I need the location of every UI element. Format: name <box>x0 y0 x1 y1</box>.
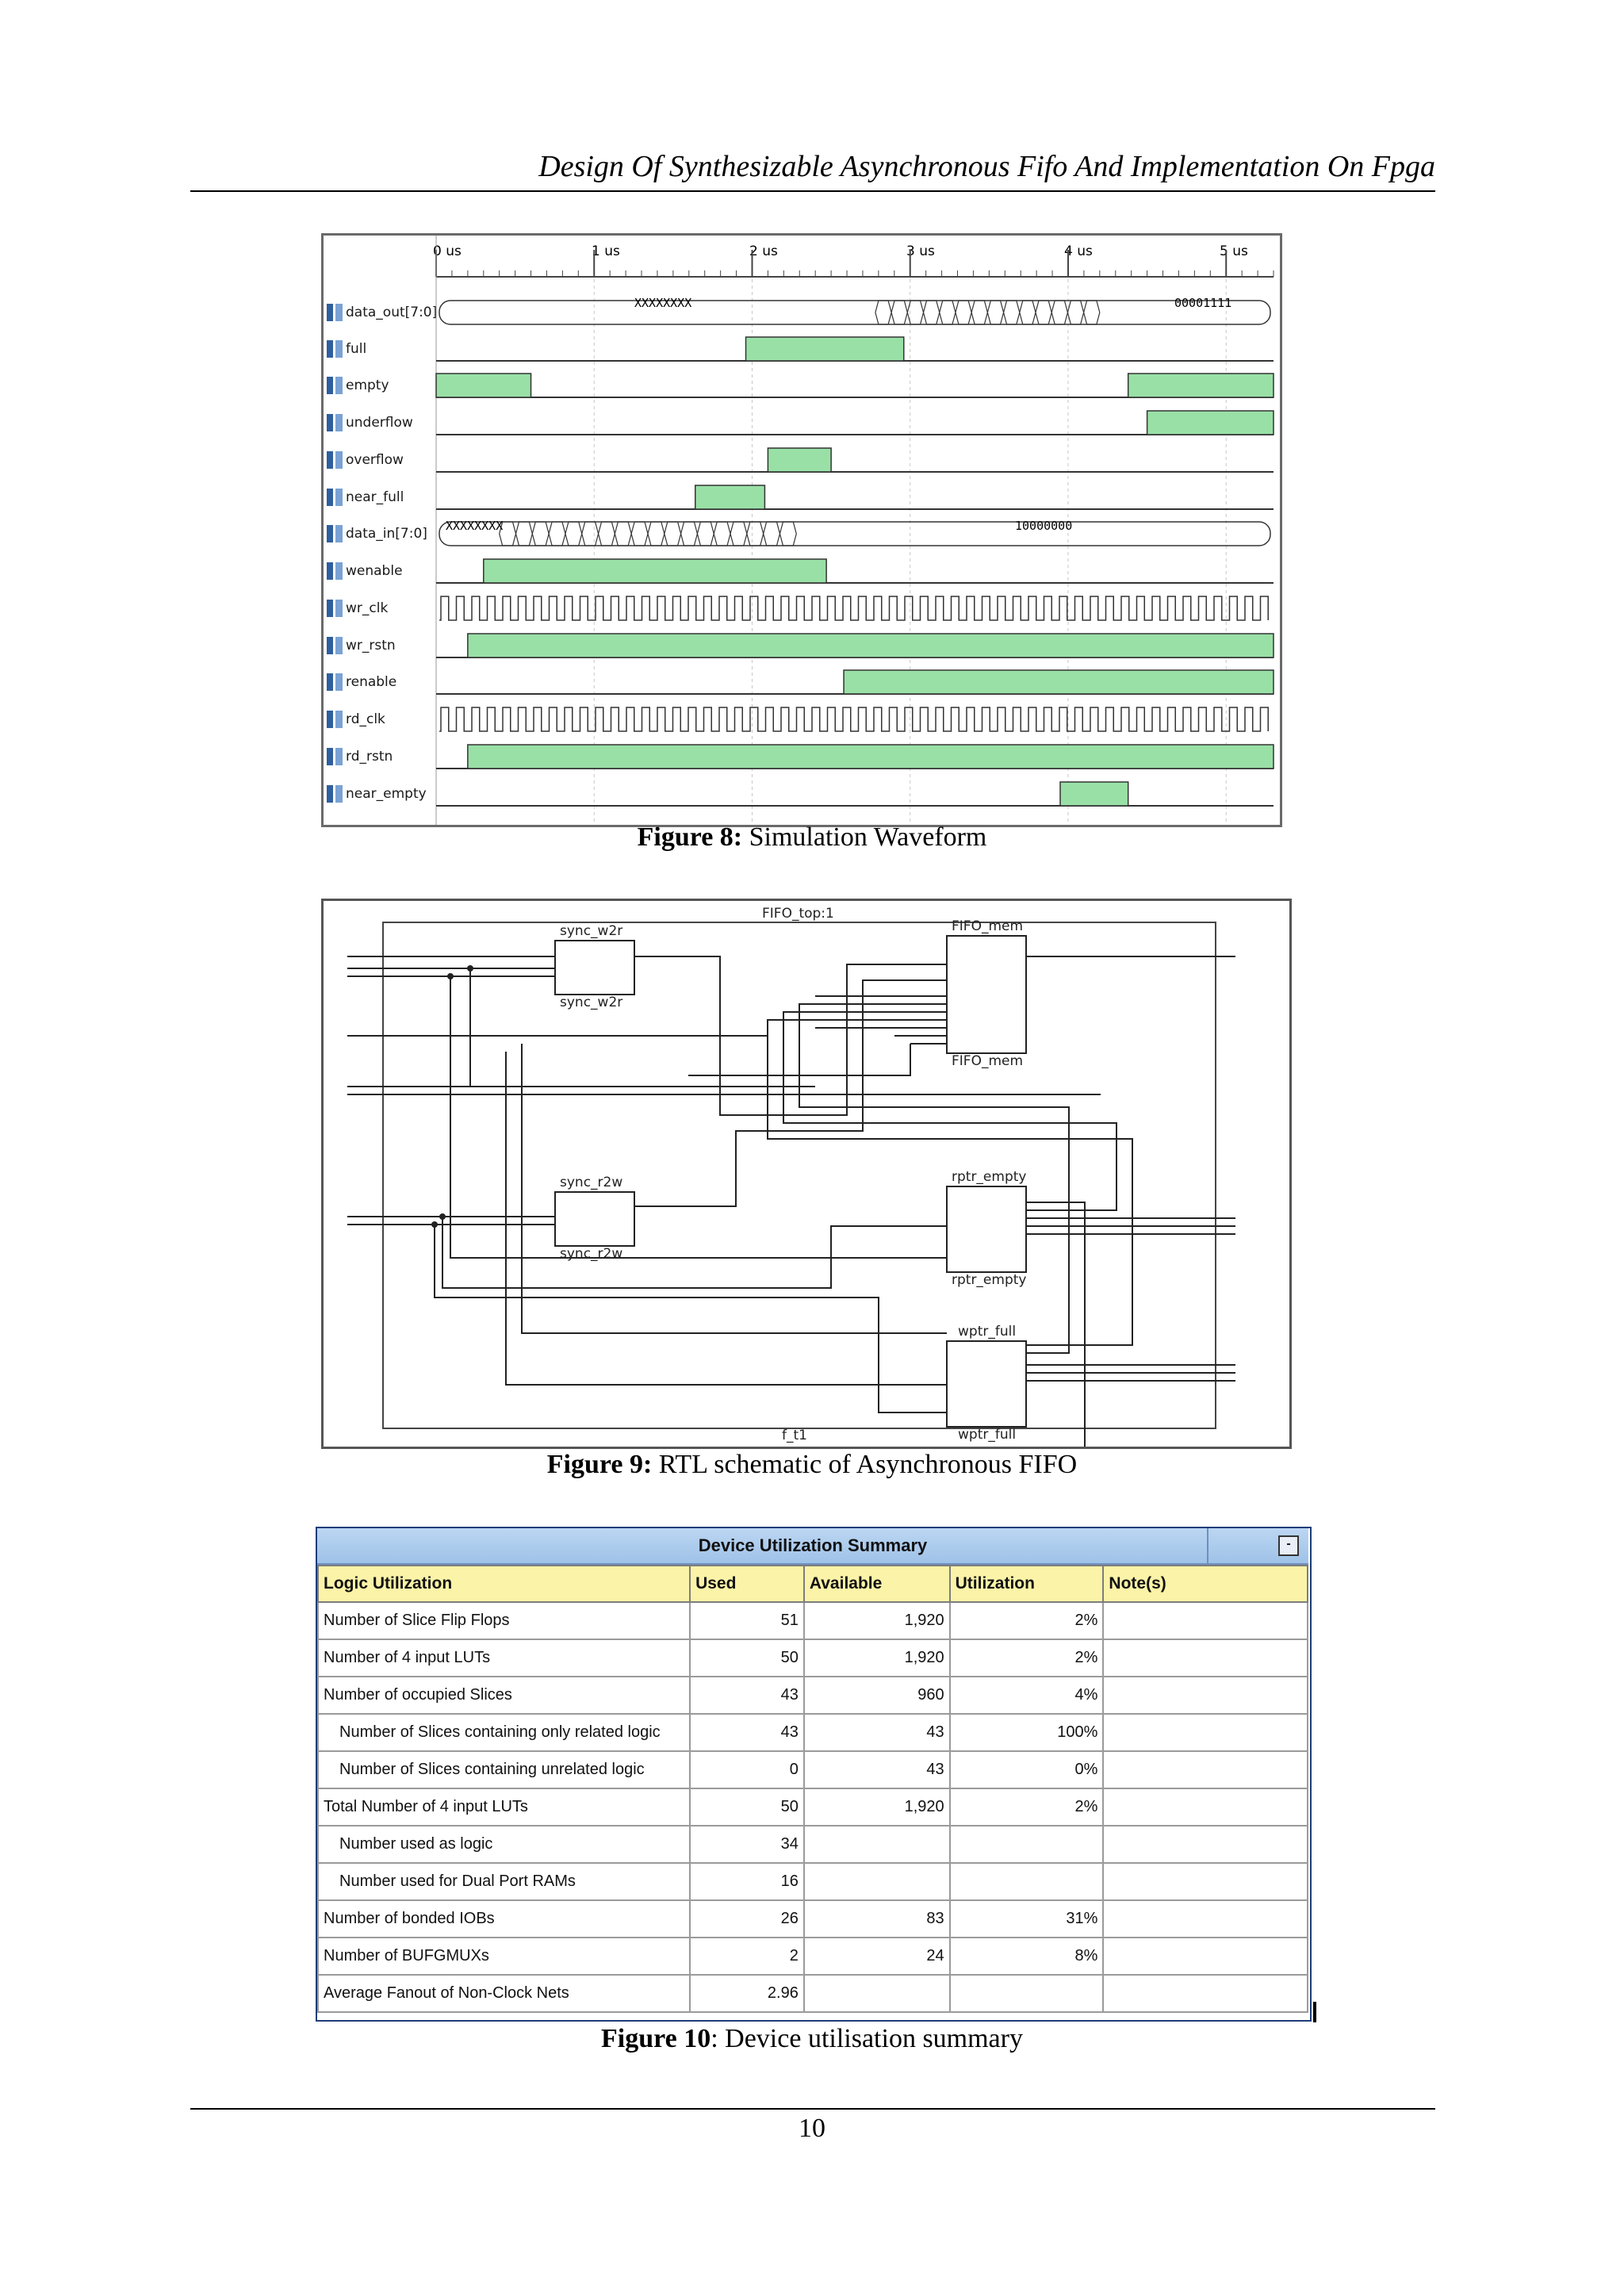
cell-used: 2.96 <box>690 1975 804 2012</box>
data-in-bus-cell <box>516 522 533 546</box>
table-row <box>318 1602 1308 1639</box>
cell-available: 24 <box>804 1938 950 1975</box>
simulation-waveform <box>321 233 1282 827</box>
data-out-bus-cell <box>1051 301 1067 324</box>
schematic-wiring <box>324 901 1289 1447</box>
underflow-trace-high <box>1147 411 1274 435</box>
table-row <box>318 1714 1308 1751</box>
data-out-bus-cell <box>940 301 956 324</box>
cell-used: 2 <box>690 1938 804 1975</box>
cell-label: Number used as logic <box>318 1826 690 1863</box>
cell-available: 43 <box>804 1751 950 1788</box>
cell-used: 43 <box>690 1714 804 1751</box>
cell-util <box>950 1826 1104 1863</box>
data-out-bus-cell <box>1036 301 1051 324</box>
cell-util: 31% <box>950 1900 1104 1938</box>
utilization-table <box>317 1565 1308 2013</box>
data-out-bus-cell <box>1004 301 1020 324</box>
block-label-sync-w2r-bottom: sync_w2r <box>560 995 623 1010</box>
table-row <box>318 1826 1308 1863</box>
sync-r2w-block <box>555 1192 634 1246</box>
signal-name: renable <box>327 673 396 696</box>
table-row <box>318 1938 1308 1975</box>
data-out-bus-cell <box>891 301 907 324</box>
data-in-bus-cell <box>665 522 681 546</box>
overflow-trace-high <box>768 448 831 472</box>
data-in-value-b: 10000000 <box>1015 519 1073 533</box>
data-in-bus-cell <box>714 522 730 546</box>
time-label: 3 us <box>906 243 935 259</box>
table-title: Device Utilization Summary <box>698 1535 928 1555</box>
schematic-top-label: FIFO_top:1 <box>762 906 834 922</box>
page-number: 10 <box>799 2114 825 2143</box>
time-label: 5 us <box>1220 243 1248 259</box>
schematic-bottom-label: f_t1 <box>782 1428 807 1443</box>
collapse-toggle[interactable]: - <box>1278 1535 1299 1556</box>
cell-util: 8% <box>950 1938 1104 1975</box>
empty-trace-high <box>1128 374 1274 397</box>
cell-label: Number of bonded IOBs <box>318 1900 690 1938</box>
table-row <box>318 1975 1308 2012</box>
cell-label: Number of Slices containing only related logic <box>318 1714 690 1751</box>
signal-name: near_full <box>327 489 404 511</box>
signal-name: overflow <box>327 451 404 473</box>
data-out-bus-cell <box>987 301 1003 324</box>
data-out-bus-outline <box>439 301 1270 324</box>
block-label-sync-r2w-bottom: sync_r2w <box>560 1246 623 1262</box>
table-header-row <box>318 1566 1308 1602</box>
data-in-bus-cell <box>764 522 780 546</box>
cell-notes <box>1103 1751 1308 1788</box>
signal-name: empty <box>327 377 389 399</box>
cell-util: 4% <box>950 1677 1104 1714</box>
footer-rule <box>190 2108 1435 2110</box>
figure-9-caption: Figure 9: RTL schematic of Asynchronous FIFO <box>546 1450 1078 1479</box>
data-in-bus-cell <box>779 522 796 546</box>
cell-used: 50 <box>690 1639 804 1677</box>
cell-label: Number of occupied Slices <box>318 1677 690 1714</box>
cell-used: 34 <box>690 1826 804 1863</box>
data-in-bus-cell <box>747 522 764 546</box>
wr-clk-trace <box>439 596 1268 620</box>
table-row <box>318 1751 1308 1788</box>
rd-rstn-trace-high <box>468 745 1274 769</box>
cell-notes <box>1103 1975 1308 2012</box>
cell-label: Number of Slices containing unrelated logic <box>318 1751 690 1788</box>
data-in-value-a: XXXXXXXX <box>446 519 504 533</box>
data-in-bus-cell <box>697 522 714 546</box>
block-label-fifo-mem: FIFO_mem <box>952 918 1024 934</box>
wenable-trace-high <box>484 559 826 583</box>
block-label-rptr-empty-bottom: rptr_empty <box>952 1272 1027 1288</box>
rptr-empty-block <box>947 1186 1026 1272</box>
cell-notes <box>1103 1602 1308 1639</box>
data-out-value-a: XXXXXXXX <box>634 296 692 310</box>
wr-rstn-trace-high <box>468 634 1274 657</box>
data-out-bus-cell <box>924 301 940 324</box>
table-row <box>318 1788 1308 1826</box>
header-utilization: Utilization <box>950 1566 1104 1602</box>
cell-available: 43 <box>804 1714 950 1751</box>
signal-name: wr_rstn <box>327 637 396 659</box>
cell-notes <box>1103 1639 1308 1677</box>
block-label-sync-r2w: sync_r2w <box>560 1175 623 1190</box>
data-out-bus-cell <box>1020 301 1036 324</box>
block-label-fifo-mem-bottom: FIFO_mem <box>952 1053 1024 1069</box>
near-full-trace-high <box>695 485 765 509</box>
data-in-bus-cell <box>615 522 631 546</box>
data-in-bus-cell <box>681 522 698 546</box>
cell-label: Number used for Dual Port RAMs <box>318 1863 690 1900</box>
signal-name: rd_rstn <box>327 748 393 770</box>
cell-util: 100% <box>950 1714 1104 1751</box>
running-head: Design Of Synthesizable Asynchronous Fifo And Implementation On Fpga <box>538 150 1435 183</box>
header-logic-utilization: Logic Utilization <box>318 1566 690 1602</box>
cell-util <box>950 1975 1104 2012</box>
cell-label: Number of BUFGMUXs <box>318 1938 690 1975</box>
time-label: 0 us <box>433 243 462 259</box>
cell-util: 2% <box>950 1602 1104 1639</box>
table-row <box>318 1863 1308 1900</box>
cell-available <box>804 1975 950 2012</box>
signal-name: underflow <box>327 414 413 436</box>
block-label-wptr-full-bottom: wptr_full <box>958 1427 1017 1443</box>
data-out-value-b: 00001111 <box>1174 296 1232 310</box>
data-out-bus-cell <box>1067 301 1083 324</box>
cell-available: 83 <box>804 1900 950 1938</box>
title-divider <box>1207 1528 1208 1563</box>
device-utilization-summary <box>316 1527 1312 2022</box>
header-notes: Note(s) <box>1103 1566 1308 1602</box>
near-empty-trace-high <box>1060 782 1128 806</box>
data-in-bus-cell <box>648 522 665 546</box>
cell-label: Number of 4 input LUTs <box>318 1639 690 1677</box>
cell-notes <box>1103 1938 1308 1975</box>
data-in-bus-cell <box>582 522 599 546</box>
text-cursor-mark <box>1313 2002 1316 2022</box>
cell-available <box>804 1826 950 1863</box>
block-label-wptr-full: wptr_full <box>958 1324 1017 1340</box>
fifo-mem-block <box>947 936 1026 1053</box>
rtl-schematic <box>321 899 1292 1449</box>
signal-name: wenable <box>327 562 403 585</box>
block-label-sync-w2r: sync_w2r <box>560 923 623 939</box>
cell-available <box>804 1863 950 1900</box>
signal-name: data_out[7:0] <box>327 304 437 326</box>
cell-notes <box>1103 1900 1308 1938</box>
data-in-bus-cell <box>532 522 549 546</box>
cell-notes <box>1103 1714 1308 1751</box>
data-out-bus-cell <box>956 301 971 324</box>
cell-notes <box>1103 1863 1308 1900</box>
cell-util: 2% <box>950 1639 1104 1677</box>
header-used: Used <box>690 1566 804 1602</box>
cell-used: 16 <box>690 1863 804 1900</box>
cell-used: 51 <box>690 1602 804 1639</box>
data-in-bus-cell <box>549 522 565 546</box>
time-label: 2 us <box>749 243 778 259</box>
wptr-full-block <box>947 1341 1026 1427</box>
empty-trace-high <box>436 374 531 397</box>
data-in-bus-cell <box>730 522 747 546</box>
table-row <box>318 1677 1308 1714</box>
figure-8-caption: Figure 8: Simulation Waveform <box>637 822 987 852</box>
data-in-bus-cell <box>565 522 582 546</box>
header-rule <box>190 190 1435 192</box>
cell-used: 0 <box>690 1751 804 1788</box>
cell-util: 2% <box>950 1788 1104 1826</box>
cell-label: Number of Slice Flip Flops <box>318 1602 690 1639</box>
cell-label: Average Fanout of Non-Clock Nets <box>318 1975 690 2012</box>
cell-util: 0% <box>950 1751 1104 1788</box>
figure-10-caption: Figure 10: Device utilisation summary <box>601 2024 1023 2053</box>
data-out-bus-cell <box>971 301 987 324</box>
signal-name: wr_clk <box>327 600 388 622</box>
time-label: 1 us <box>592 243 620 259</box>
data-out-bus-cell <box>1084 301 1100 324</box>
cell-notes <box>1103 1677 1308 1714</box>
cell-available: 1,920 <box>804 1788 950 1826</box>
cell-available: 1,920 <box>804 1639 950 1677</box>
signal-name: data_in[7:0] <box>327 525 427 547</box>
signal-name: near_empty <box>327 785 427 807</box>
table-row <box>318 1639 1308 1677</box>
block-label-rptr-empty: rptr_empty <box>952 1169 1027 1185</box>
cell-used: 50 <box>690 1788 804 1826</box>
rd-clk-trace <box>439 707 1268 731</box>
full-trace-high <box>746 337 904 361</box>
cell-available: 1,920 <box>804 1602 950 1639</box>
cell-used: 26 <box>690 1900 804 1938</box>
data-out-bus-cell <box>875 301 891 324</box>
sync-w2r-block <box>555 941 634 995</box>
data-in-bus-cell <box>599 522 615 546</box>
cell-label: Total Number of 4 input LUTs <box>318 1788 690 1826</box>
cell-notes <box>1103 1788 1308 1826</box>
cell-used: 43 <box>690 1677 804 1714</box>
table-row <box>318 1900 1308 1938</box>
signal-name: full <box>327 340 366 362</box>
table-title-bar <box>317 1528 1308 1565</box>
data-in-bus-cell <box>631 522 648 546</box>
cell-available: 960 <box>804 1677 950 1714</box>
cell-util <box>950 1863 1104 1900</box>
signal-name: rd_clk <box>327 711 385 733</box>
renable-trace-high <box>844 670 1274 694</box>
data-in-bus-outline <box>439 522 1270 546</box>
header-available: Available <box>804 1566 950 1602</box>
time-label: 4 us <box>1064 243 1093 259</box>
cell-notes <box>1103 1826 1308 1863</box>
